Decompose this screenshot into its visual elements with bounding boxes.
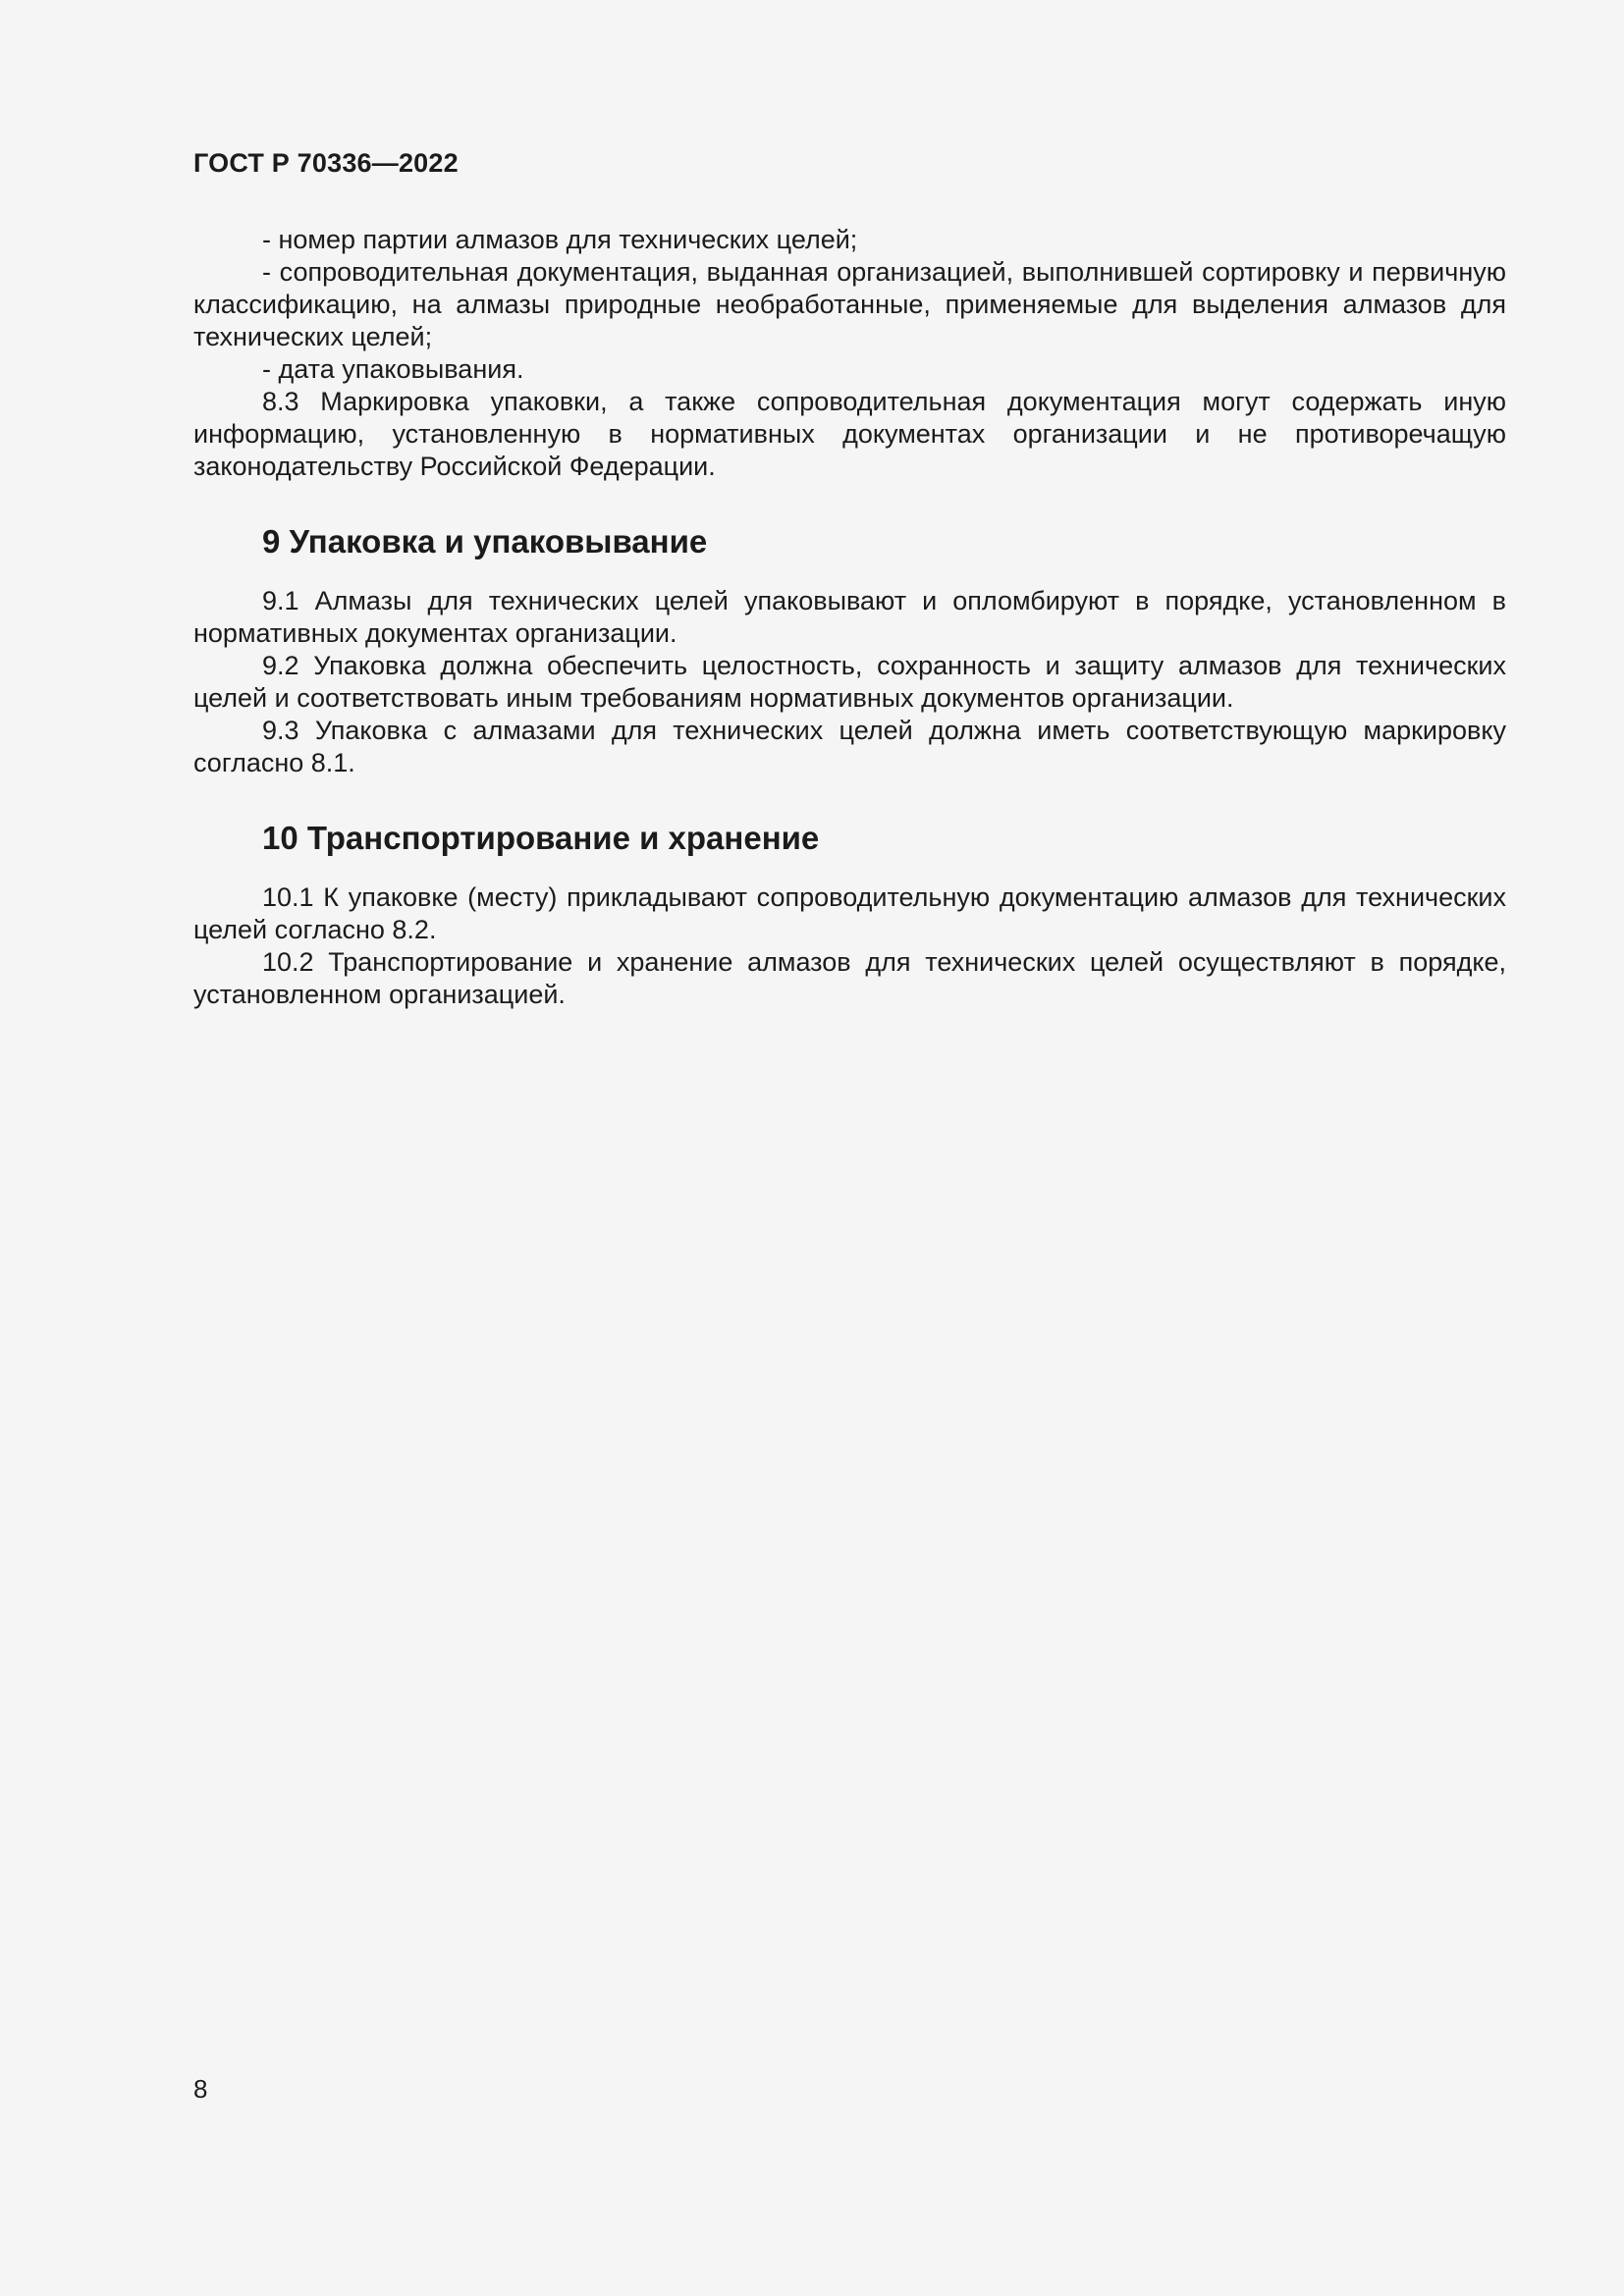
paragraph-9-3: 9.3 Упаковка с алмазами для технических целей должна иметь соответствующую маркировку согласно 8.1. xyxy=(193,716,1506,777)
list-item-documentation: - сопроводительная документация, выданная организацией, выполнившей сортировку и первичную классификацию, на алмазы природные необработанные, применяемые для выделения алмазов для технических целей; xyxy=(193,257,1506,351)
page-number: 8 xyxy=(193,2074,208,2104)
paragraph-8-3: 8.3 Маркировка упаковки, а также сопроводительная документация могут содержать иную информацию, установленную в нормативных документах организации и не противоречащую законодательству Российской Федерации. xyxy=(193,387,1506,481)
document-body xyxy=(193,224,1506,1011)
paragraph-10-2: 10.2 Транспортирование и хранение алмазов для технических целей осуществляют в порядке, установленном организацией. xyxy=(193,947,1506,1009)
section-heading-10: 10 Транспортирование и хранение xyxy=(262,820,820,856)
paragraph-9-2: 9.2 Упаковка должна обеспечить целостность, сохранность и защиту алмазов для технических целей и соответствовать иным требованиям нормативных документов организации. xyxy=(193,651,1506,713)
list-item-packing-date: - дата упаковывания. xyxy=(262,354,524,384)
paragraph-10-1: 10.1 К упаковке (месту) прикладывают сопроводительную документацию алмазов для технических целей согласно 8.2. xyxy=(193,882,1506,944)
paragraph-9-1: 9.1 Алмазы для технических целей упаковывают и опломбируют в порядке, установленном в нормативных документах организации. xyxy=(193,586,1506,648)
section-heading-9: 9 Упаковка и упаковывание xyxy=(262,523,708,560)
document-header: ГОСТ Р 70336—2022 xyxy=(193,148,459,178)
list-item-batch-number: - номер партии алмазов для технических целей; xyxy=(262,225,858,254)
